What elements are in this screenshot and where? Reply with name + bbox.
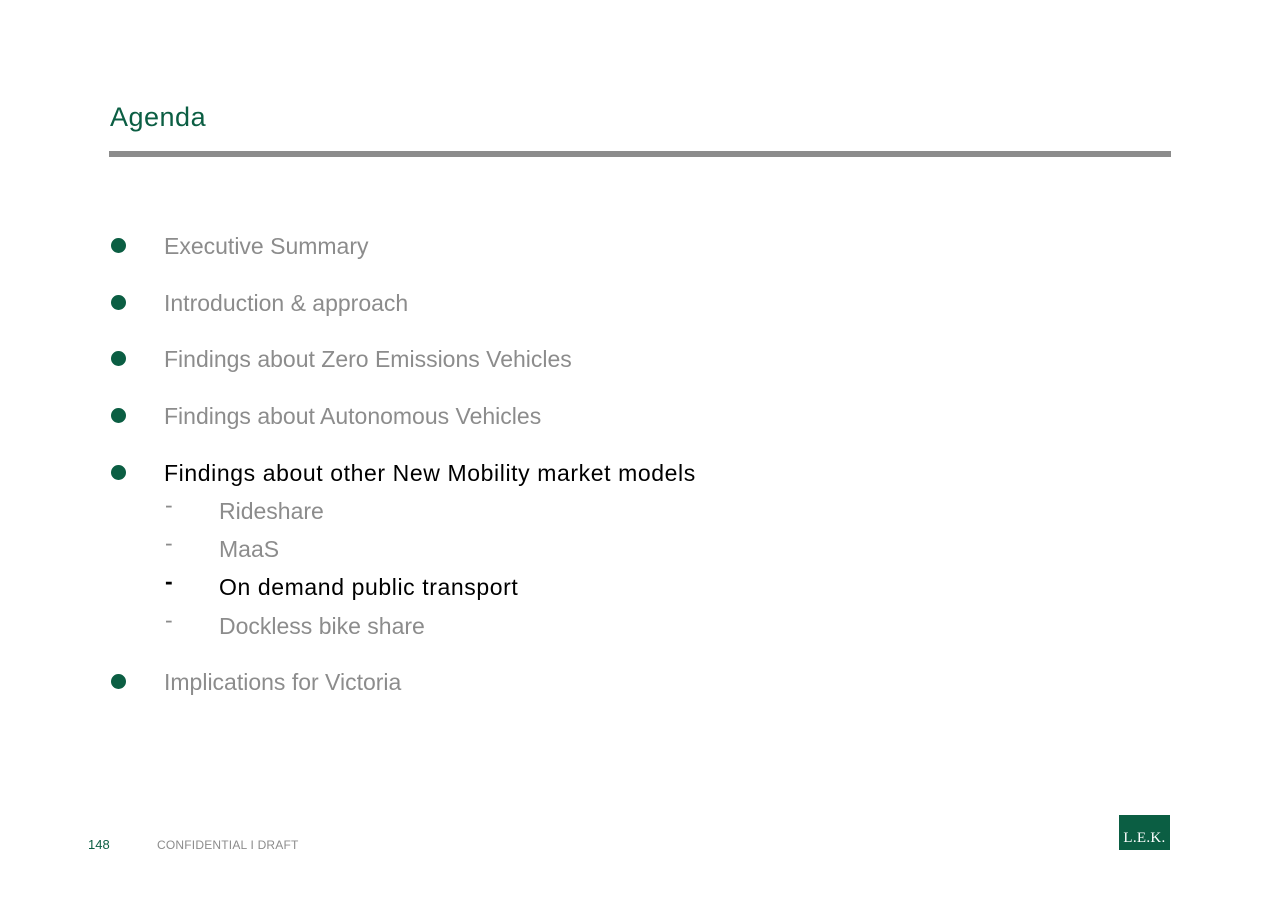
agenda-item-implications bbox=[110, 667, 1010, 697]
company-logo bbox=[1119, 815, 1170, 850]
bullet-icon bbox=[111, 674, 126, 689]
bullet-icon bbox=[111, 408, 126, 423]
agenda-item-label: Findings about other New Mobility market models bbox=[164, 460, 696, 486]
bullet-icon bbox=[111, 351, 126, 366]
page-title: Agenda bbox=[110, 102, 207, 132]
agenda-subitem-rideshare bbox=[165, 492, 865, 526]
confidentiality-note: CONFIDENTIAL I DRAFT bbox=[157, 838, 299, 852]
bullet-icon bbox=[111, 238, 126, 253]
agenda-subitem-label: MaaS bbox=[219, 536, 280, 562]
agenda-subitem-maas bbox=[165, 530, 865, 564]
agenda-item-executive-summary bbox=[110, 231, 1010, 261]
agenda-item-introduction bbox=[110, 288, 1010, 318]
agenda-subitem-label: On demand public transport bbox=[219, 574, 519, 600]
dash-icon: - bbox=[165, 492, 173, 518]
agenda-item-zero-emissions bbox=[110, 344, 1010, 374]
dash-icon: - bbox=[165, 607, 173, 633]
dash-icon: - bbox=[165, 568, 173, 594]
agenda-item-label: Findings about Autonomous Vehicles bbox=[164, 403, 542, 429]
agenda-item-autonomous bbox=[110, 401, 1010, 431]
bullet-icon bbox=[111, 295, 126, 310]
agenda-item-label: Implications for Victoria bbox=[164, 669, 402, 695]
agenda-subitem-on-demand bbox=[165, 568, 865, 602]
logo-text: L.E.K. bbox=[1123, 830, 1166, 846]
agenda-item-label: Introduction & approach bbox=[164, 290, 409, 316]
agenda-item-label: Findings about Zero Emissions Vehicles bbox=[164, 346, 572, 372]
bullet-icon bbox=[111, 465, 126, 480]
agenda-item-label: Executive Summary bbox=[164, 233, 369, 259]
agenda-item-new-mobility bbox=[110, 458, 1010, 488]
agenda-subitem-label: Rideshare bbox=[219, 498, 324, 524]
title-divider bbox=[109, 151, 1171, 157]
agenda-subitem-dockless bbox=[165, 607, 865, 641]
page-number: 148 bbox=[88, 837, 110, 852]
agenda-subitem-label: Dockless bike share bbox=[219, 613, 425, 639]
dash-icon: - bbox=[165, 530, 173, 556]
